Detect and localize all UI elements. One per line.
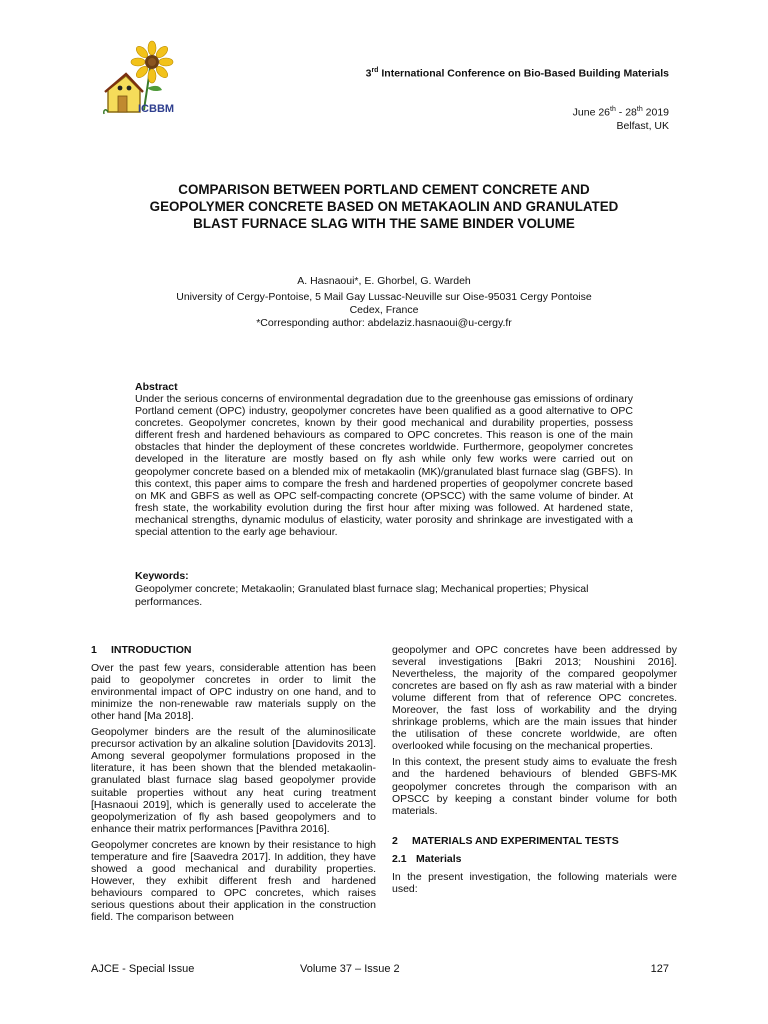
left-column [91,644,376,927]
section-number: 2 [392,834,398,847]
paragraph: Geopolymer binders are the result of the aluminosilicate precursor activation by an alkaline solution [Davidovits 2013]. Among several geopolymer formulations proposed in the literature, it has been shown that the blended metakaolin-granulated blast furnace slag based geopolymer provide suitable properties without any heat curing treatment [Hasnaoui 2019], which is generally used to accelerate the geopolymerization of fly ash based geopolymers and to enhance their matrix performances [Pavithra 2016]. [91,726,376,835]
conference-dates [573,103,669,133]
affiliation-line-1: University of Cergy-Pontoise, 5 Mail Gay Lussac-Neuville sur Oise-95031 Cergy Pontoise [176,291,592,303]
section-heading-materials [392,835,677,847]
conference-name [366,67,669,80]
section-title: INTRODUCTION [111,644,192,656]
footer-journal: AJCE - Special Issue [91,963,195,975]
date-end: - 28 [615,106,637,119]
conference-ordinal-suffix: rd [371,67,379,74]
right-column [392,644,677,899]
paragraph: Over the past few years, considerable attention has been paid to geopolymer concretes in order to limit the environmental impact of OPC industry on one hand, and to minimize the non-renewable raw materials supply on the other hand [Ma 2018]. [91,662,376,723]
paper-affiliation [100,291,668,330]
footer-volume: Volume 37 – Issue 2 [300,963,400,975]
abstract-body: Under the serious concerns of environmental degradation due to the greenhouse gas emissions of ordinary Portland cement (OPC) industry, geopolymer concretes have been qualified as a good alternative to OPC concretes. Geopolymer concretes, known by their good mechanical and durability properties, possess different fresh and hardened behaviours as compared to OPC concretes. This reason is one of the main obstacles that hinder the deployment of these concretes worldwide. Furthermore, geopolymer concretes developed in the literature are mostly based on fly ash while only few works were carried out on geopolymer concrete based on a blended mix of metakaolin (MK)/granulated blast furnace slag (GBFS). In this context, this paper aims to compare the fresh and hardened properties of geopolymer concrete based on MK and GBFS as well as OPC self-compacting concrete (OPSCC) with the same volume of binder. At fresh state, the workability evolution during the first hour after mixing was followed. At hardened state, mechanical strengths, dynamic modulus of elasticity, water porosity and shrinkage are investigated with a special attention to the early age behaviour. [135,393,633,539]
conference-name-text: International Conference on Bio-Based Building Materials [378,67,669,80]
date-start-suffix: th [610,106,616,113]
date-end-suffix: th [636,106,643,113]
paper-authors: A. Hasnaoui*, E. Ghorbel, G. Wardeh [297,275,471,287]
footer-page-number: 127 [650,963,669,975]
date-start: June 26 [572,106,611,119]
conference-ordinal: 3 [365,67,372,80]
section-title: MATERIALS AND EXPERIMENTAL TESTS [412,834,619,847]
date-year: 2019 [642,106,669,119]
paragraph: In this context, the present study aims to evaluate the fresh and the hardened behaviours of blended GBFS-MK geopolymer concretes through the comparison with an OPSCC by keeping a constant binder volume for both materials. [392,756,677,817]
paper-title: COMPARISON BETWEEN PORTLAND CEMENT CONCRETE AND GEOPOLYMER CONCRETE BASED ON METAKAOLIN AND GRANULATED BLAST FURNACE SLAG WITH THE SAME BINDER VOLUME [149,182,619,231]
logo-label: ICBBM [138,103,175,115]
section-heading-introduction [91,644,376,656]
paragraph: geopolymer and OPC concretes have been addressed by several investigations [Bakri 2013; Noushini 2016]. Nevertheless, the majority of the compared geopolymer concretes are based on fly ash as raw material with a binder volume different from that of reference OPC concretes. Moreover, the fast loss of workability and the drying shrinkage problems, which are the main issues that hinder the utilisation of these concrete worldwide, are often overlooked while focusing on the mechanical properties. [392,644,677,753]
subsection-number: 2.1 [392,852,407,865]
conference-location: Belfast, UK [616,119,669,132]
conference-date-line [573,103,669,120]
section-gap [392,821,677,835]
abstract-heading: Abstract [135,381,178,393]
paragraph: In the present investigation, the following materials were used: [392,870,677,895]
section-number: 1 [91,644,97,656]
corresponding-author: *Corresponding author: abdelaziz.hasnaoui@u-cergy.fr [256,317,512,329]
subsection-heading-materials [392,853,677,865]
keywords-heading: Keywords: [135,570,189,582]
subsection-title: Materials [416,852,462,865]
affiliation-line-2: Cedex, France [349,304,419,316]
paragraph: Geopolymer concretes are known by their resistance to high temperature and fire [Saavedra 2017]. In addition, they have showed a good mechanical and durability properties. However, they exhibit different fresh and hardened behaviours compared to OPC concretes, which raises serious questions about their application in the construction field. The comparison between [91,838,376,923]
keywords-body: Geopolymer concrete; Metakaolin; Granulated blast furnace slag; Mechanical properties; Physical performances. [135,583,589,608]
